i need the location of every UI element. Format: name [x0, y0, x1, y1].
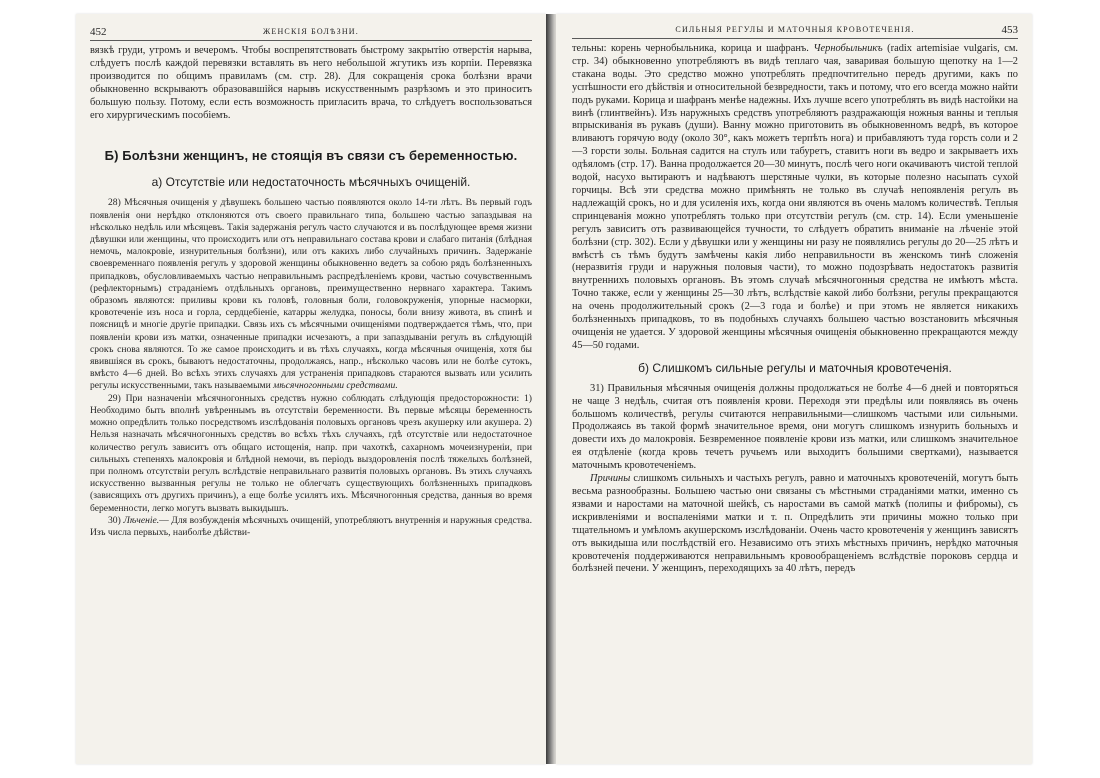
left-top-paragraph: вязкѣ груди, утромъ и вечеромъ. Чтобы воспрепятствовать быстрому закрытію отверстія нарыва, слѣдуетъ послѣ каждой перевязки вставлять въ него небольшой жгутикъ изъ корпіи. Перевязка производится по общимъ правиламъ (см. стр. 28). Для сокращенія срока болѣзни врачи обыкновенно вскрываютъ образовавшійся нарывъ искусственнымъ разрѣзомъ и это приноситъ большую пользу. Потому, если есть возможность пригласить врача, то слѣдуетъ воспользоваться его хирургическимъ пособіемъ.	[90, 45, 532, 121]
paragraph-30-emphasis: Лѣченіе.	[123, 514, 160, 526]
paragraph-28-emphasis: мѣсячногонными средствами.	[273, 380, 398, 392]
paragraph-32-emphasis: Причины	[590, 473, 631, 485]
paragraph-28-text: 28) Мѣсячныя очищенія у дѣвушекъ большею частью появляются около 14-ти лѣтъ. Въ первый годъ появленія они нерѣдко отклоняются отъ своего правильнаго типа, большею частью запаздывая на нѣсколько недѣль или мѣсяцевъ. Такія задержанія регулъ часто случаются и въ послѣдующее время жизни дѣвушки или женщины, что происходитъ или отъ неправильнаго состава крови и слабаго питанія (блѣдная немочь, малокровіе, изнурительныя болѣзни), или отъ какихъ либо случайныхъ причинъ. Задержаніе своевременнаго появленія регулъ у здоровой женщины обыкновенно ведетъ за собою рядъ болѣзненныхъ припадковъ, обусловливаемыхъ частью неправильнымъ распредѣленіемъ крови, частью сочувственнымъ (рефлекторнымъ) страданіемъ отдѣльныхъ органовъ, преимущественно нервнаго характера. Такимъ образомъ являются: приливы крови къ головѣ, головныя боли, головокруженія, упорные насморки, кровотеченіе изъ носа и горла, сердцебіеніе, катарры желудка, поносы, боли внизу живота, въ спинѣ и поясницѣ и многіе другіе припадки. Связь ихъ съ мѣсячными очищеніями подтверждается тѣмъ, что, при появленіи крови изъ матки, означенные припадки исчезаютъ, а при запаздываніи регулъ въ слѣдующій срокъ снова являются. То же самое происходитъ и въ тѣхъ случаяхъ, когда мѣсячныя очищенія, хотя бы явившіяся въ срокъ, бываютъ недостаточны, продолжаясь, напр., нѣсколько часовъ или не болѣе сутокъ, вмѣсто 4—6 дней. Во всѣхъ этихъ случаяхъ для устраненія припадковъ стараются вызвать или усилить регулы искусственными, такъ называемыми	[90, 197, 532, 392]
paragraph-32	[572, 473, 1018, 576]
section-heading: Б) Болѣзни женщинъ, не стоящія въ связи съ беременностью.	[104, 148, 518, 164]
left-subheading: а) Отсутствіе или недостаточность мѣсячныхъ очищеній.	[151, 175, 471, 190]
paragraph-30-text: — Для возбужденія мѣсячныхъ очищеній, употребляютъ внутреннія и наружныя средства. Изъ числа первыхъ, наиболѣе дѣйстви-	[90, 514, 532, 538]
left-running-head	[90, 26, 532, 41]
right-paragraph-1-a: тельны: корень чернобыльника, корица и шафранъ.	[572, 43, 809, 54]
paragraph-28	[90, 197, 532, 392]
left-page-content	[90, 26, 532, 539]
left-running-title: ЖЕНСКІЯ БОЛѢЗНИ.	[263, 27, 359, 36]
left-page	[76, 14, 546, 764]
paragraph-29: 29) При назначеніи мѣсячногонныхъ средствъ нужно соблюдать слѣдующія предосторожности: 1) Необходимо быть вполнѣ увѣреннымъ въ отсутствіи беременности. Въ первые мѣсяцы беременность можно опредѣлить только посредствомъ изслѣдованія половыхъ органовъ чрезъ акушерку или акушера. 2) Нельзя назначать мѣсячногонныхъ средствъ во всѣхъ тѣхъ случаяхъ, гдѣ отсутствіе или недостаточное количество регулъ зависитъ отъ общаго истощенія, напр. при чахоткѣ, сахарномъ мочеизнуреніи, при сильныхъ степеняхъ малокровія и блѣдной немочи, въ періодъ выздоровленія послѣ тяжелыхъ болѣзней, при полномъ отсутствіи регулъ вслѣдствіе неправильнаго развитія половыхъ органовъ. Въ этихъ случаяхъ искусственно вызванныя регулы не только не облегчатъ существующихъ болѣзненныхъ припадковъ (зависящихъ отъ другихъ причинъ), а еще болѣе усилятъ ихъ. Мѣсячногонныя средства, данныя во время беременности, легко могутъ вызвать выкидышъ.	[90, 392, 532, 514]
right-subheading: б) Слишкомъ сильные регулы и маточныя кровотеченія.	[638, 360, 952, 375]
paragraph-32-text: слишкомъ сильныхъ и частыхъ регулъ, равно и маточныхъ кровотеченій, могутъ быть весьма разнообразны. Большею частью они связаны съ мѣстными страданіями матки, именно съ язвами и наростами на маточной шейкѣ, съ наростами въ самой маткѣ (полипы и фибромы), съ искривленіями и воспаленіями матки и т. п. Опредѣлить эти причины можно только при тщательномъ и умѣломъ акушерскомъ изслѣдованіи. Очень часто кровотеченія у женщинъ зависятъ отъ выкидыша или послѣдствій его. Независимо отъ этихъ мѣстныхъ причинъ, нерѣдко маточныя кровотеченія поддерживаются неправильнымъ кровообращеніемъ вслѣдствіе пороковъ сердца и болѣзней печени. У женщинъ, переходящихъ за 40 лѣтъ, передъ	[572, 473, 1018, 575]
right-paragraph-1-emphasis: Чернобыльникъ	[813, 43, 883, 54]
paragraph-30	[90, 515, 532, 539]
right-running-title: СИЛЬНЫЯ РЕГУЛЫ И МАТОЧНЫЯ КРОВОТЕЧЕНІЯ.	[675, 25, 915, 34]
paragraph-31: 31) Правильныя мѣсячныя очищенія должны продолжаться не болѣе 4—6 дней и повторяться не чаще 3 недѣль, считая отъ появленія крови. Переходя эти предѣлы или появляясь въ очень большомъ количествѣ, регулы считаются неправильными—слишкомъ частыми или сильными. Продолжаясь въ такой формѣ значительное время, они могутъ слишкомъ изнурить больныхъ и довести ихъ до малокровія. Безвременное появленіе крови изъ матки, или слишкомъ значительное ея отдѣленіе (когда кровь течетъ ручьемъ или выходитъ большими свертками), называется маточнымъ кровотеченіемъ.	[572, 382, 1018, 472]
right-paragraph-1	[572, 43, 1018, 353]
right-running-head	[572, 24, 1018, 39]
left-page-number: 452	[90, 26, 107, 38]
paragraph-30-lead: 30)	[108, 514, 121, 526]
right-page	[556, 14, 1032, 764]
right-page-content	[572, 24, 1018, 576]
right-page-number: 453	[1001, 24, 1018, 36]
book-gutter	[546, 14, 556, 764]
right-paragraph-1-b: (radix artemisiae vulgaris, см. стр. 34) обыкновенно употребляютъ въ видѣ теплаго чая, заваривая большую щепотку на 1—2 стакана воды. Это средство можно употреблять предпочтительно передъ другими, какъ по успѣшности его дѣйствія и относительной безвредности, такъ и потому, что его всегда можно найти подъ руками. Корица и шафранъ менѣе надежны. Ихъ лучше всего употреблять въ видѣ настойки на винѣ (глинтвейнъ). Изъ наружныхъ средствъ употребляютъ раздражающія ножныя ванны и теплыя впрыскиванія въ рукавъ (души). Ванну можно приготовить въ обыкновенномъ ведрѣ, въ которое вливаютъ горячую воду (около 30°, какъ можетъ терпѣть нога) и прибавляютъ туда горсть соли и 2—3 горсти золы. Больная садится на стулъ или табуретъ, ставитъ ноги въ ведро и закрываетъ ихъ одѣяломъ (стр. 17). Ванна продолжается 20—30 минутъ, послѣ чего ноги окачиваютъ чистой теплой водой, насухо вытираютъ и надѣваютъ шерстяные чулки, въ которые полезно насыпать сухой горчицы. Всѣ эти средства можно примѣнять не только въ случаѣ непоявленія регулъ въ надлежащій срокъ, но и для усиленія ихъ, когда они являются въ очень маломъ количествѣ. Теплыя спринцеванія можно употреблять только при отсутствіи регулъ (см. стр. 14). Если уменьшеніе регулъ зависитъ отъ развивающейся тучности, то слѣдуетъ обратить вниманіе на лѣченіе этой болѣзни (стр. 302). Если у дѣвушки или у женщины ни разу не появлялись регулы до 20—25 лѣтъ и вмѣстѣ съ тѣмъ будутъ замѣчены какія либо неправильности въ женскомъ тинѣ сложенія (неразвитія груди и наружныя половыя части), то можно подозрѣвать недостатокъ развитія внутреннихъ половыхъ органовъ. Въ этомъ случаѣ мѣсячногонныя средства не имѣютъ мѣста. Точно также, если у женщины 25—30 лѣтъ, вслѣдствіе какой либо болѣзни, регулы прекращаются на очень продолжительный срокъ (2—3 года и болѣе) и при этомъ не является никакихъ болѣзненныхъ припадковъ, то въ подобныхъ случаяхъ большею частью возстановить мѣсячныя очищенія не удается. У здоровой женщины мѣсячныя очищенія обыкновенно прекращаются между 45—50 годами.	[572, 43, 1018, 351]
